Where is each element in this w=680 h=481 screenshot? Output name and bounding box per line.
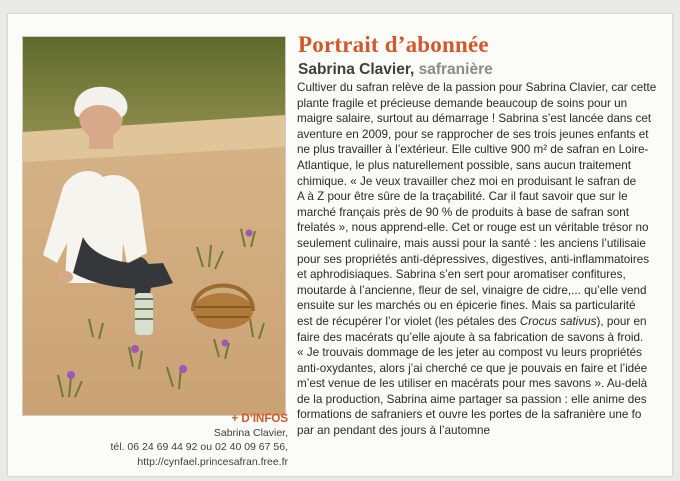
article-body	[297, 80, 673, 439]
article-line: A à Z pour être sûre de la traçabilité. Car il faut savoir que sur le	[297, 190, 628, 204]
article-line: par an pendant des jours à l’automne	[297, 424, 490, 438]
article-line: chimique. « Je veux travailler chez moi en produisant le safran de	[297, 174, 637, 188]
infos-name: Sabrina Clavier,	[213, 427, 288, 440]
article-line: aventure en 2009, pour se rapprocher de ses trois jeunes enfants et	[297, 127, 649, 141]
subject-name: Sabrina Clavier,	[298, 61, 415, 78]
portrait-photo	[22, 36, 286, 416]
article-line: ensuite sur les marchés ou en épicerie fines. Mais sa particularité	[297, 299, 636, 313]
magazine-page	[8, 14, 672, 476]
article-line-crocus	[297, 314, 673, 330]
article-line: anti-oxydantes, alors j’ai cherché ce que je pouvais en faire et l’idée	[297, 361, 648, 375]
article-line: frelatés », nous apprend-elle. Cet or rouge est un véritable trésor no	[297, 221, 649, 235]
article-line: marché français près de 90 % de produits à base de safran sont	[297, 205, 629, 219]
article-line: maigre salaire, surtout au démarrage ! Sabrina s’est lancée dans cet	[297, 112, 652, 126]
article-line-part: est de récupérer l’or violet (les pétales des	[297, 314, 520, 328]
infos-box	[108, 412, 288, 469]
subject-role: safranière	[414, 61, 493, 78]
article-line: faire des macérats qu’elle ajoute à sa fabrication de savons à froid.	[297, 330, 644, 344]
crocus-italic: Crocus sativus	[519, 314, 597, 328]
infos-url[interactable]: http://cynfael.princesafran.free.fr	[137, 455, 288, 468]
article-line: plante fragile et précieuse demande beaucoup de soins pour un	[297, 96, 628, 110]
page-title: Portrait d’abonnée	[298, 32, 489, 57]
article-line: de la production, Sabrina aime partager sa passion : elle anime des	[297, 392, 647, 406]
article-line: m’est venue de les utiliser en macérats pour mes savons ». Au-delà	[297, 377, 648, 391]
article-line: Cultiver du safran relève de la passion pour Sabrina Clavier, car cette	[297, 81, 657, 94]
infos-phone: tél. 06 24 69 44 92 ou 02 40 09 67 56,	[110, 441, 288, 454]
infos-heading: + D’INFOS	[231, 413, 288, 425]
article-line: « Je trouvais dommage de les jeter au compost vu leurs propriétés	[297, 346, 642, 360]
article-line: pour ses propriétés anti-dépressives, digestives, anti-inflammatoires	[297, 252, 650, 266]
article-line: et aphrodisiaques. Sabrina s’en sert pour aromatiser confitures,	[297, 268, 626, 282]
subtitle	[298, 61, 493, 79]
article-line-part: ), pour en	[596, 314, 647, 328]
article-line: moutarde à l’ancienne, fleur de sel, vinaigre de cidre,... qu’elle vend	[297, 283, 647, 297]
article-line: seulement culinaire, mais aussi pour la santé : les anciens l’utilisaie	[297, 236, 646, 250]
article-line: formations de safraniers et ouvre les portes de la safranière une fo	[297, 408, 642, 422]
photo-woman-saffron-field	[23, 37, 285, 415]
article-line: Atlantique, le plus naturellement possible, sans aucun traitement	[297, 158, 631, 172]
article-line: ne plus travailler à l’extérieur. Elle cultive 900 m² de safran en Loire-	[297, 143, 649, 157]
